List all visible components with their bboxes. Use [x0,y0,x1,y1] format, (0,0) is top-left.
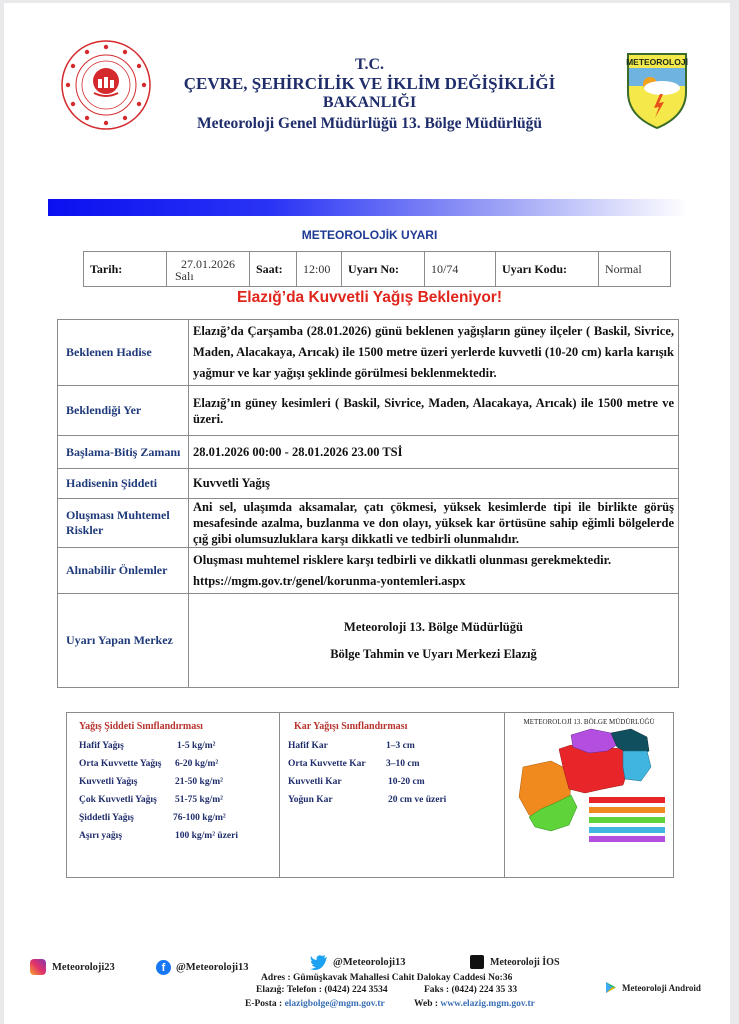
rain-class-name: Aşırı yağış [79,831,123,841]
classification-table [66,712,674,878]
detail-value: Kuvvetli Yağış [189,469,679,499]
rain-class-range: 51-75 kg/m² [175,795,223,805]
warning-code-value: Normal [599,252,671,287]
issuing-center-name: Meteoroloji 13. Bölge Müdürlüğü [344,619,523,634]
legend-orange [589,807,665,813]
detail-row-expected-event [58,320,679,386]
header-ministry-line2: BAKANLIĞI [322,94,417,111]
facebook-handle: @Meteoroloji13 [176,962,249,973]
region-map-title: METEOROLOJİ 13. BÖLGE MÜDÜRLÜĞÜ [523,718,655,726]
legend-green [589,817,665,823]
detail-label: Beklendiği Yer [58,386,189,436]
warning-no-label: Uyarı No: [342,252,425,287]
snow-class-range: 10-20 cm [388,777,425,787]
rain-class-name: Şiddetli Yağış [79,813,134,823]
footer-web-label: Web : [414,999,439,1009]
footer-email-label: E-Posta : [245,999,283,1009]
rain-class-range: 76-100 kg/m² [173,813,226,823]
instagram-icon [30,959,46,975]
detail-row-start-end [58,436,679,469]
warning-no-value: 10/74 [425,252,496,287]
detail-value: Oluşması muhtemel risklere karşı tedbirli ve dikkatli olunması gerekmektedir. [193,552,612,567]
warning-headline: Elazığ’da Kuvvetli Yağış Bekleniyor! [236,289,503,306]
instagram-link[interactable] [30,959,115,975]
detail-row-severity [58,469,679,499]
apple-icon [470,955,484,969]
legend-blue [589,827,665,833]
snow-class-name: Hafif Kar [288,741,328,751]
detail-label: Hadisenin Şiddeti [58,469,189,499]
detail-value-cell [189,594,679,688]
footer-email-link[interactable]: elazigbolge@mgm.gov.tr [284,999,385,1009]
detail-label: Oluşması Muhtemel Riskler [58,499,189,548]
header-ministry: ÇEVRE, ŞEHİRCİLİK VE İKLİM DEĞİŞİKLİĞİ [183,74,556,93]
rain-classification [67,713,280,878]
legend-purple [589,836,665,842]
snow-class-range: 20 cm ve üzeri [388,795,447,805]
snow-class-name: Orta Kuvvette Kar [288,759,366,769]
google-play-icon [606,982,616,993]
footer-web-link[interactable]: www.elazig.mgm.gov.tr [440,999,535,1009]
rain-class-name: Kuvvetli Yağış [79,777,138,787]
header-subtitle: Meteoroloji Genel Müdürlüğü 13. Bölge Müdürlüğü [196,115,543,132]
date-value: 27.01.2026 [181,257,235,271]
header-tc: T.C. [354,56,385,73]
ios-app-label: Meteoroloji İOS [490,956,560,968]
time-value: 12:00 [297,252,342,287]
detail-value-cell [189,548,679,594]
time-label: Saat: [250,252,297,287]
warning-code-label: Uyarı Kodu: [496,252,599,287]
footer-email-row [245,999,385,1009]
detail-row-issuing-center [58,594,679,688]
region-map-icon [511,727,669,843]
facebook-icon: f [156,960,171,975]
footer-phone: Elazığ: Telefon : (0424) 224 3534 [256,985,388,995]
region-lightblue [623,751,651,781]
rain-class-name: Çok Kuvvetli Yağış [79,795,157,805]
instagram-handle: Meteoroloji23 [52,961,115,973]
snow-class-name: Yoğun Kar [288,795,333,805]
detail-label: Alınabilir Önlemler [58,548,189,594]
snow-classification-title: Kar Yağışı Sınıflandırması [294,721,408,732]
footer-web-row [414,999,535,1009]
rain-class-range: 100 kg/m² üzeri [175,831,239,841]
snow-class-name: Kuvvetli Kar [288,777,342,787]
detail-value: 28.01.2026 00:00 - 28.01.2026 23.00 TSİ [189,436,679,469]
detail-value: Elazığ’da Çarşamba (28.01.2026) günü beklenen yağışların güney ilçeler ( Baskil, Sivrice, Maden, Alacakaya, Arıcak) ile 1500 metre üzeri yerlerde kuvvetli (10-20 cm) karla karışık yağmur ve kar yağışı şeklinde görülmesi beklenmektedir. [189,320,679,386]
footer-fax: Faks : (0424) 224 35 33 [424,985,518,995]
detail-row-precautions [58,548,679,594]
svg-text:METEOROLOJİ: METEOROLOJİ [626,57,688,67]
date-cell [167,252,250,287]
legend-red [589,797,665,803]
snow-class-range: 3–10 cm [386,759,420,769]
ios-app-link[interactable] [470,955,560,969]
rain-class-range: 21-50 kg/m² [175,777,223,787]
precautions-link[interactable]: https://mgm.gov.tr/genel/korunma-yontemleri.aspx [193,573,466,588]
rain-class-range: 1-5 kg/m² [177,741,216,751]
region-map-cell [505,713,674,878]
twitter-icon [310,955,328,970]
snow-class-range: 1–3 cm [386,741,415,751]
detail-value: Ani sel, ulaşımda aksamalar, çatı çökmesi, yüksek kesimlerde tipi ile birlikte görüş mesafesinde azalma, buzlanma ve don olayı, yüksek kar örtüsüne sahip eğimli bölgelerde çığ gibi olumsuzluklara karşı dikkatli ve tedbirli olunmalıdır. [189,499,679,548]
android-app-label: Meteoroloji Android [622,982,701,993]
android-app-link[interactable] [606,982,701,993]
detail-row-risks [58,499,679,548]
detail-label: Uyarı Yapan Merkez [58,594,189,688]
twitter-handle: @Meteoroloji13 [333,957,406,968]
date-label: Tarih: [84,252,167,287]
detail-label: Başlama-Bitiş Zamanı [58,436,189,469]
footer-address: Adres : Gümüşkavak Mahallesi Cahit Dalokay Caddesi No:36 [261,973,513,983]
warning-details-table [57,319,679,688]
document-title: METEOROLOJİK UYARI [301,228,438,242]
warning-meta-table [83,251,671,287]
detail-label: Beklenen Hadise [58,320,189,386]
header-gradient-bar [48,199,688,216]
rain-class-range: 6-20 kg/m² [175,759,219,769]
issuing-center-unit: Bölge Tahmin ve Uyarı Merkezi Elazığ [330,646,537,661]
detail-value: Elazığ’ın güney kesimleri ( Baskil, Sivrice, Maden, Alacakaya, Arıcak) ile 1500 metre ve üzeri. [189,386,679,436]
day-value: Salı [175,269,194,283]
snow-classification [280,713,505,878]
detail-row-expected-place [58,386,679,436]
rain-class-name: Hafif Yağış [79,741,124,751]
twitter-link[interactable] [310,955,406,970]
facebook-link[interactable] [156,960,249,975]
rain-classification-title: Yağış Şiddeti Sınıflandırması [79,721,203,732]
rain-class-name: Orta Kuvvette Yağış [79,759,162,769]
